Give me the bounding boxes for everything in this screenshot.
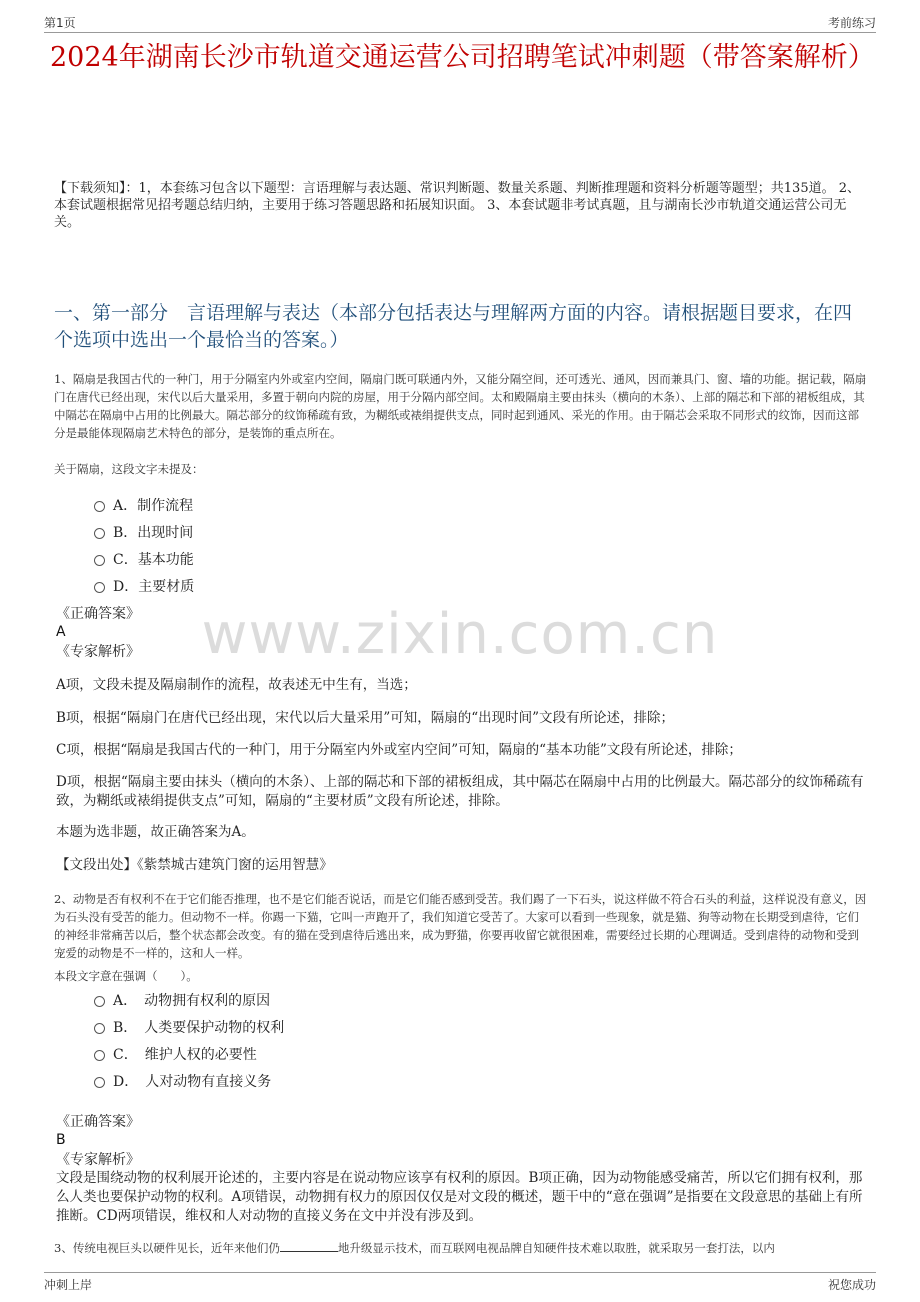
watermark: www.zixin.com.cn bbox=[201, 602, 719, 667]
radio-icon[interactable] bbox=[94, 1077, 105, 1088]
q1-answer-label: 《正确答案》 bbox=[56, 606, 140, 622]
q2-options bbox=[94, 986, 284, 1094]
q2-stem: 2、动物是否有权利不在于它们能否推理，也不是它们能否说话，而是它们能否感到受苦。我们踢了一下石头，说这样做不符合石头的利益，这样说没有意义，因为石头没有受苦的能力。但动物不一样。你踢一下猫，它叫一声跑开了，我们知道它受苦了。大家可以看到一些现象，就是猫、狗等动物在长期受到虐待，它们的神经非常痛苦以后，整个状态都会改变。有的猫在受到虐待后逃出来，成为野猫，你要再收留它就很困难，需要经过长期的心理调适。受到虐待的动物和受到宠爱的动物是不一样的，这和人一样。 bbox=[54, 892, 867, 960]
document-title: 2024年湖南长沙市轨道交通运营公司招聘笔试冲刺题（带答案解析） bbox=[50, 42, 875, 73]
q1-option-a[interactable]: A．制作流程 bbox=[94, 491, 194, 518]
q1-question: 关于隔扇，这段文字未提及： bbox=[54, 462, 204, 476]
q2-option-d[interactable]: D． 人对动物有直接义务 bbox=[94, 1067, 284, 1094]
q2-question: 本段文字意在强调（ ）。 bbox=[54, 969, 198, 983]
q1-answer: A bbox=[56, 624, 66, 640]
radio-icon[interactable] bbox=[94, 1023, 105, 1034]
page-footer bbox=[44, 1272, 876, 1293]
q3-stem: 3、传统电视巨头以硬件见长，近年来他们仍 地升级显示技术，而互联网电视品牌自知硬件技术难以取胜，就采取另一套打法，以内 bbox=[54, 1241, 775, 1255]
q2-analysis: 文段是围绕动物的权利展开论述的，主要内容是在说动物应该享有权利的原因。B项正确，因为动物能感受痛苦，所以它们拥有权利，那么人类也要保护动物的权利。A项错误，动物拥有权力的原因仅仅是对文段的概述，题干中的“意在强调”是指要在文段意思的基础上有所推断。CD两项错误，维权和人对动物的直接义务在文中并没有涉及到。 bbox=[56, 1170, 863, 1224]
q1-option-b[interactable]: B．出现时间 bbox=[94, 518, 194, 545]
section-heading: 一、第一部分 言语理解与表达（本部分包括表达与理解两方面的内容。请根据题目要求，在四个选项中选出一个最恰当的答案。） bbox=[54, 302, 853, 351]
q1-option-d[interactable]: D．主要材质 bbox=[94, 572, 194, 599]
page-number: 第1页 bbox=[44, 16, 76, 30]
q1-analysis-a: A项，文段未提及隔扇制作的流程，故表述无中生有，当选； bbox=[56, 677, 417, 693]
q2-option-a[interactable]: A． 动物拥有权利的原因 bbox=[94, 986, 284, 1013]
footer-right: 祝您成功 bbox=[827, 1278, 876, 1292]
q2-answer-label: 《正确答案》 bbox=[56, 1114, 140, 1130]
radio-icon[interactable] bbox=[94, 528, 105, 539]
page-header bbox=[44, 14, 876, 33]
download-notice: 【下载须知】：1，本套练习包含以下题型：言语理解与表达题、常识判断题、数量关系题、判断推理题和资料分析题等题型；共135道。 2、本套试题根据常见招考题总结归纳，主要用于练习答题思路和拓展知识面。 3、本套试题非考试真题，且与湖南长沙市轨道交通运营公司无关。 bbox=[54, 181, 860, 230]
footer-left: 冲刺上岸 bbox=[44, 1278, 93, 1292]
q1-analysis-b: B项，根据“隔扇门在唐代已经出现，宋代以后大量采用”可知，隔扇的“出现时间”文段有所论述，排除； bbox=[56, 710, 675, 726]
q1-options bbox=[94, 491, 194, 599]
q2-option-b[interactable]: B． 人类要保护动物的权利 bbox=[94, 1013, 284, 1040]
radio-icon[interactable] bbox=[94, 1050, 105, 1061]
q1-source: 【文段出处】《紫禁城古建筑门窗的运用智慧》 bbox=[56, 857, 333, 873]
header-label: 考前练习 bbox=[827, 16, 876, 30]
q1-analysis-c: C项，根据“隔扇是我国古代的一种门，用于分隔室内外或室内空间”可知，隔扇的“基本功能”文段有所论述，排除； bbox=[56, 742, 742, 758]
q1-conclusion: 本题为选非题，故正确答案为A。 bbox=[56, 824, 255, 840]
q2-answer: B bbox=[56, 1132, 66, 1148]
q1-analysis-d: D项，根据“隔扇主要由抹头（横向的木条）、上部的隔芯和下部的裙板组成，其中隔芯在隔扇中占用的比例最大。隔芯部分的纹饰稀疏有致，为糊纸或裱绢提供支点”可知，隔扇的“主要材质”文段有所论述，排除。 bbox=[56, 774, 864, 809]
radio-icon[interactable] bbox=[94, 582, 105, 593]
fill-blank[interactable] bbox=[280, 1241, 338, 1252]
q2-option-c[interactable]: C． 维护人权的必要性 bbox=[94, 1040, 284, 1067]
q2-analysis-label: 《专家解析》 bbox=[56, 1152, 140, 1168]
radio-icon[interactable] bbox=[94, 501, 105, 512]
q1-option-c[interactable]: C．基本功能 bbox=[94, 545, 194, 572]
radio-icon[interactable] bbox=[94, 555, 105, 566]
q1-analysis-label: 《专家解析》 bbox=[56, 644, 140, 660]
radio-icon[interactable] bbox=[94, 996, 105, 1007]
q1-stem: 1、隔扇是我国古代的一种门，用于分隔室内外或室内空间，隔扇门既可联通内外，又能分隔空间，还可透光、通风，因而兼具门、窗、墙的功能。据记载，隔扇门在唐代已经出现，宋代以后大量采用，多置于朝向内院的房屋，用于分隔内部空间。太和殿隔扇主要由抹头（横向的木条）、上部的隔芯和下部的裙板组成，其中隔芯在隔扇中占用的比例最大。隔芯部分的纹饰稀疏有致，为糊纸或裱绢提供支点，同时起到通风、采光的作用。由于隔芯会采取不同形式的纹饰，因而这部分是最能体现隔扇艺术特色的部分，是装饰的重点所在。 bbox=[54, 372, 867, 440]
